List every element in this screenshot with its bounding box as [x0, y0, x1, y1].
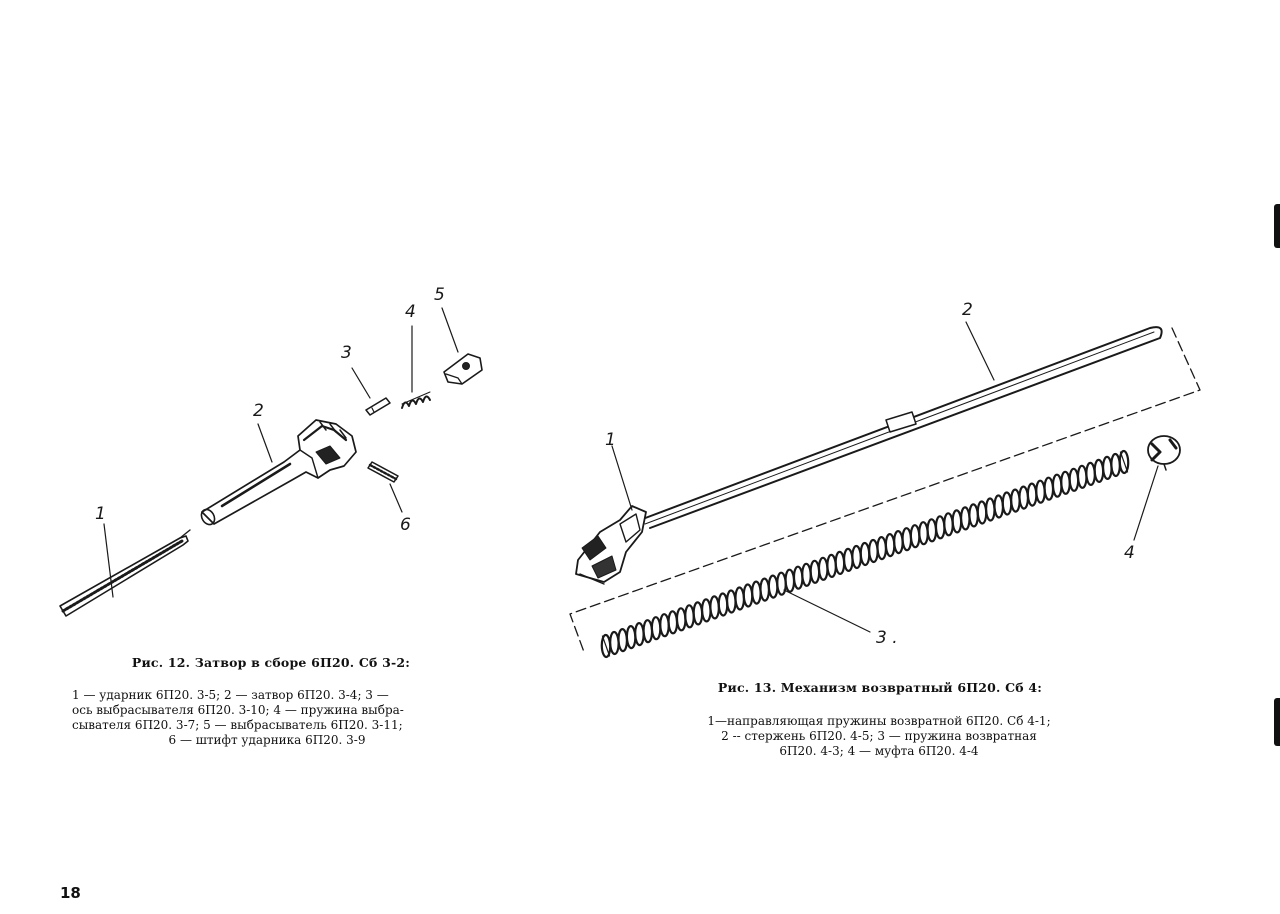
spring-coil: [869, 540, 878, 562]
leader-line-13-3: [784, 590, 870, 632]
spring-coil: [735, 587, 744, 609]
page-number: 18: [60, 884, 81, 902]
figure-12-caption: [72, 688, 462, 748]
spring-coil: [1019, 486, 1028, 508]
spring-coil: [927, 519, 936, 541]
spring-coil: [886, 534, 895, 556]
spring-coil: [1011, 489, 1020, 511]
part-number-13-2: 2: [962, 300, 973, 320]
leader-line-13-4: [1134, 466, 1158, 540]
spring-coil: [919, 522, 928, 544]
spring-coil: [760, 578, 769, 600]
leader-line-2: [258, 424, 272, 462]
assembly-bracket: [570, 328, 1200, 652]
figure-13-caption: [690, 714, 1068, 759]
part-number-3: 3: [341, 343, 352, 363]
spring-coil: [660, 614, 669, 636]
striker-part-1: [60, 530, 190, 616]
spring-coil: [618, 629, 627, 651]
spring-guide-part-1: [576, 506, 646, 584]
spring-coil: [810, 561, 819, 583]
part-number-1: 1: [95, 504, 106, 524]
spring-coil: [911, 525, 920, 547]
spring-coil: [894, 531, 903, 553]
part-number-13-4: 4: [1124, 543, 1135, 563]
spring-coil: [994, 495, 1003, 517]
figure-12-caption-line: 1 — ударник 6П20. 3-5; 2 — затвор 6П20. 3-4; 3 —: [72, 688, 389, 702]
figure-12-title: Рис. 12. Затвор в сборе 6П20. Сб 3-2:: [131, 655, 411, 670]
spring-coil: [643, 620, 652, 642]
spring-coil: [1044, 478, 1053, 500]
spring-coil: [718, 593, 727, 615]
spring-coil: [1111, 454, 1120, 476]
spring-coil: [635, 623, 644, 645]
leader-line-5: [442, 308, 458, 352]
figure-13-caption-line: 2 -- стержень 6П20. 4-5; 3 — пружина возвратная: [721, 729, 1037, 743]
striker-pin-part-6: [368, 462, 398, 482]
leader-line-3: [352, 368, 370, 398]
spring-coil: [944, 513, 953, 535]
spring-coil: [961, 507, 970, 529]
figure-13-caption-line: 6П20. 4-3; 4 — муфта 6П20. 4-4: [779, 744, 979, 758]
leader-line-13-2: [966, 322, 994, 380]
part-number-4: 4: [405, 302, 416, 322]
spring-coil: [877, 537, 886, 559]
coupling-part-4: [1148, 436, 1180, 470]
spring-coil: [844, 549, 853, 571]
spring-coil: [1061, 472, 1070, 494]
spring-coil: [710, 596, 719, 618]
part-number-13-1: 1: [605, 430, 616, 450]
spring-coil: [952, 510, 961, 532]
figure-13-title: Рис. 13. Механизм возвратный 6П20. Сб 4:: [717, 680, 1043, 695]
spring-coil: [1086, 463, 1095, 485]
part-number-6: 6: [400, 515, 411, 535]
part-number-5: 5: [434, 285, 445, 305]
spring-coil: [1002, 492, 1011, 514]
rod-part-2: [640, 327, 1162, 528]
spring-coil: [1053, 475, 1062, 497]
spring-coil: [902, 528, 911, 550]
spring-coil: [685, 605, 694, 627]
spring-coil: [652, 617, 661, 639]
bolt-part-2: [199, 420, 356, 527]
spring-coil: [794, 567, 803, 589]
leader-line-6: [390, 484, 402, 512]
figure-13-caption-line: 1—направляющая пружины возвратной 6П20. Сб 4-1;: [707, 714, 1051, 728]
spring-coil: [769, 575, 778, 597]
spring-coil: [1069, 469, 1078, 491]
ejector-axis-part-3: [366, 398, 390, 415]
scan-edge-mark: [1274, 698, 1280, 746]
spring-coil: [827, 555, 836, 577]
figure-12-caption-line: сывателя 6П20. 3-7; 5 — выбрасыватель 6П20. 3-11;: [72, 718, 403, 732]
figure-12-caption-line: ось выбрасывателя 6П20. 3-10; 4 — пружина выбра-: [72, 703, 404, 717]
leader-line-13-1: [612, 446, 632, 510]
spring-coil: [835, 552, 844, 574]
spring-coil: [986, 498, 995, 520]
spring-coil: [693, 602, 702, 624]
return-spring-part-3: [604, 462, 1124, 648]
spring-coil: [702, 599, 711, 621]
spring-coil: [785, 570, 794, 592]
spring-coil: [743, 584, 752, 606]
spring-coil: [977, 501, 986, 523]
spring-coil: [627, 626, 636, 648]
spring-coil: [1094, 460, 1103, 482]
spring-coil: [819, 558, 828, 580]
spring-coil: [802, 564, 811, 586]
spring-coil: [752, 581, 761, 603]
spring-coil: [936, 516, 945, 538]
spring-coil: [677, 608, 686, 630]
spring-coil: [668, 611, 677, 633]
scan-edge-mark: [1274, 204, 1280, 248]
spring-coil: [1103, 457, 1112, 479]
spring-coil: [1078, 466, 1087, 488]
spring-coil: [852, 546, 861, 568]
spring-coil: [1028, 483, 1037, 505]
part-number-2: 2: [253, 401, 264, 421]
return-spring-coils: [601, 451, 1128, 657]
spring-coil: [727, 590, 736, 612]
figure-12-caption-line: 6 — штифт ударника 6П20. 3-9: [168, 733, 366, 747]
ejector-part-5: [444, 354, 482, 384]
spring-coil: [777, 573, 786, 595]
ejector-spring-part-4: [402, 392, 430, 408]
spring-coil: [860, 543, 869, 565]
part-number-13-3: 3 .: [876, 628, 898, 648]
spring-coil: [1036, 481, 1045, 503]
spring-coil: [610, 632, 619, 654]
spring-coil: [969, 504, 978, 526]
